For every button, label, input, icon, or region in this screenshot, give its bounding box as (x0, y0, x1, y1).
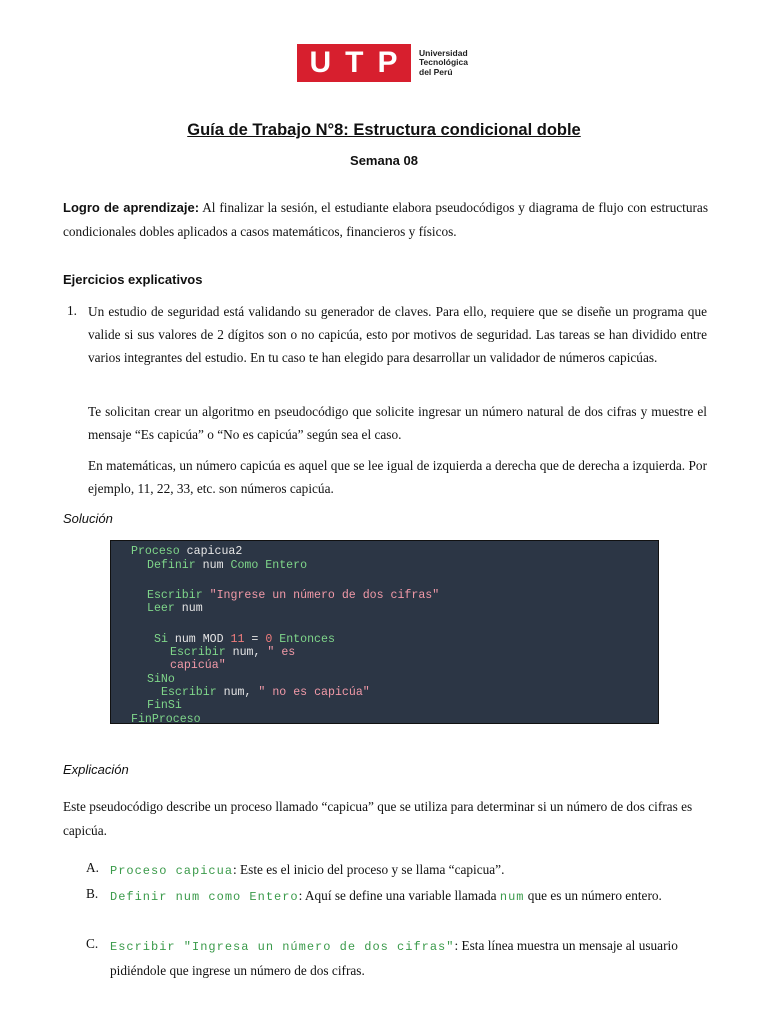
exercise-number: 1. (67, 303, 77, 318)
logo-line-2: Tecnológica (419, 57, 468, 68)
explanation-heading: Explicación (63, 762, 129, 777)
logo-letter-t: T (345, 46, 365, 79)
exercise-paragraph-2: Te solicitan crear un algoritmo en pseudocódigo que solicite ingresar un número natural de dos cifras y muestre el mensaje “Es capicúa” o “No es capicúa” según sea el caso. (88, 404, 707, 442)
utp-logo-mark (297, 44, 411, 82)
learning-outcome-label: Logro de aprendizaje: (63, 200, 200, 215)
code-line-9: Escribir num, " no es capicúa" (161, 686, 370, 699)
list-item-b-letter: B. (86, 886, 99, 901)
solution-heading: Solución (63, 511, 113, 526)
logo-university-name (419, 49, 468, 78)
code-line-11: FinProceso (131, 713, 201, 724)
list-item-a (110, 858, 710, 883)
list-item-text: : Este es el inicio del proceso y se llama “capicua”. (233, 862, 505, 877)
list-item-text: : Aquí se define una variable llamada (298, 888, 500, 903)
code-line-5: Si num MOD 11 = 0 Entonces (154, 633, 335, 646)
inline-code: Proceso capicua (110, 864, 234, 878)
list-item-text: : Esta línea muestra un mensaje al usuario pidiéndole que ingrese un número de dos cifras. (110, 938, 678, 978)
document-title: Guía de Trabajo N°8: Estructura condicional doble (187, 121, 581, 139)
code-line-3: Escribir "Ingrese un número de dos cifras" (147, 589, 440, 602)
code-line-2: Definir num Como Entero (147, 559, 308, 572)
list-item-c (110, 934, 710, 983)
exercises-heading: Ejercicios explicativos (63, 272, 203, 287)
list-item-b (110, 884, 710, 909)
code-line-4: Leer num (147, 602, 203, 615)
list-item-text: que es un número entero. (524, 888, 662, 903)
pseudocode-block (110, 540, 659, 724)
list-item-c-letter: C. (86, 936, 99, 951)
inline-code: Escribir "Ingresa un número de dos cifras" (110, 940, 455, 954)
learning-outcome-text: Al finalizar la sesión, el estudiante elabora pseudocódigos y diagrama de flujo con estructuras condicionales dobles aplicados a casos matemáticos, financieros y físicos. (63, 200, 708, 239)
code-line-8: SiNo (147, 673, 175, 686)
code-line-1: Proceso capicua2 (131, 545, 243, 558)
code-line-10: FinSi (147, 699, 182, 712)
exercise-paragraph-3: En matemáticas, un número capicúa es aquel que se lee igual de izquierda a derecha que de derecha a izquierda. Por ejemplo, 11, 22, 33, etc. son números capicúa. (88, 458, 707, 496)
code-line-6: Escribir num, " es (170, 646, 296, 659)
inline-code: Definir num como Entero (110, 890, 299, 904)
logo-line-1: Universidad (419, 47, 468, 58)
code-line-7: capicúa" (170, 659, 226, 672)
list-item-a-letter: A. (86, 860, 99, 875)
explanation-intro: Este pseudocódigo describe un proceso llamado “capicua” que se utiliza para determinar si un número de dos cifras es capicúa. (63, 799, 693, 838)
logo-letter-p: P (377, 46, 399, 79)
utp-logo (297, 43, 468, 83)
logo-letter-u: U (309, 46, 333, 79)
exercise-paragraph-1: Un estudio de seguridad está validando su generador de claves. Para ello, requiere que se diseñe un programa que valide si sus valores de 2 dígitos son o no capicúa, esto por motivos de seguridad. Las tareas se han dividido entre varios integrantes del estudio. En tu caso te han elegido para desarrollar un validador de números capicúas. (88, 304, 707, 365)
inline-code: num (499, 890, 525, 904)
week-label: Semana 08 (350, 153, 418, 168)
logo-line-3: del Perú (419, 66, 453, 77)
learning-outcome (63, 196, 708, 244)
